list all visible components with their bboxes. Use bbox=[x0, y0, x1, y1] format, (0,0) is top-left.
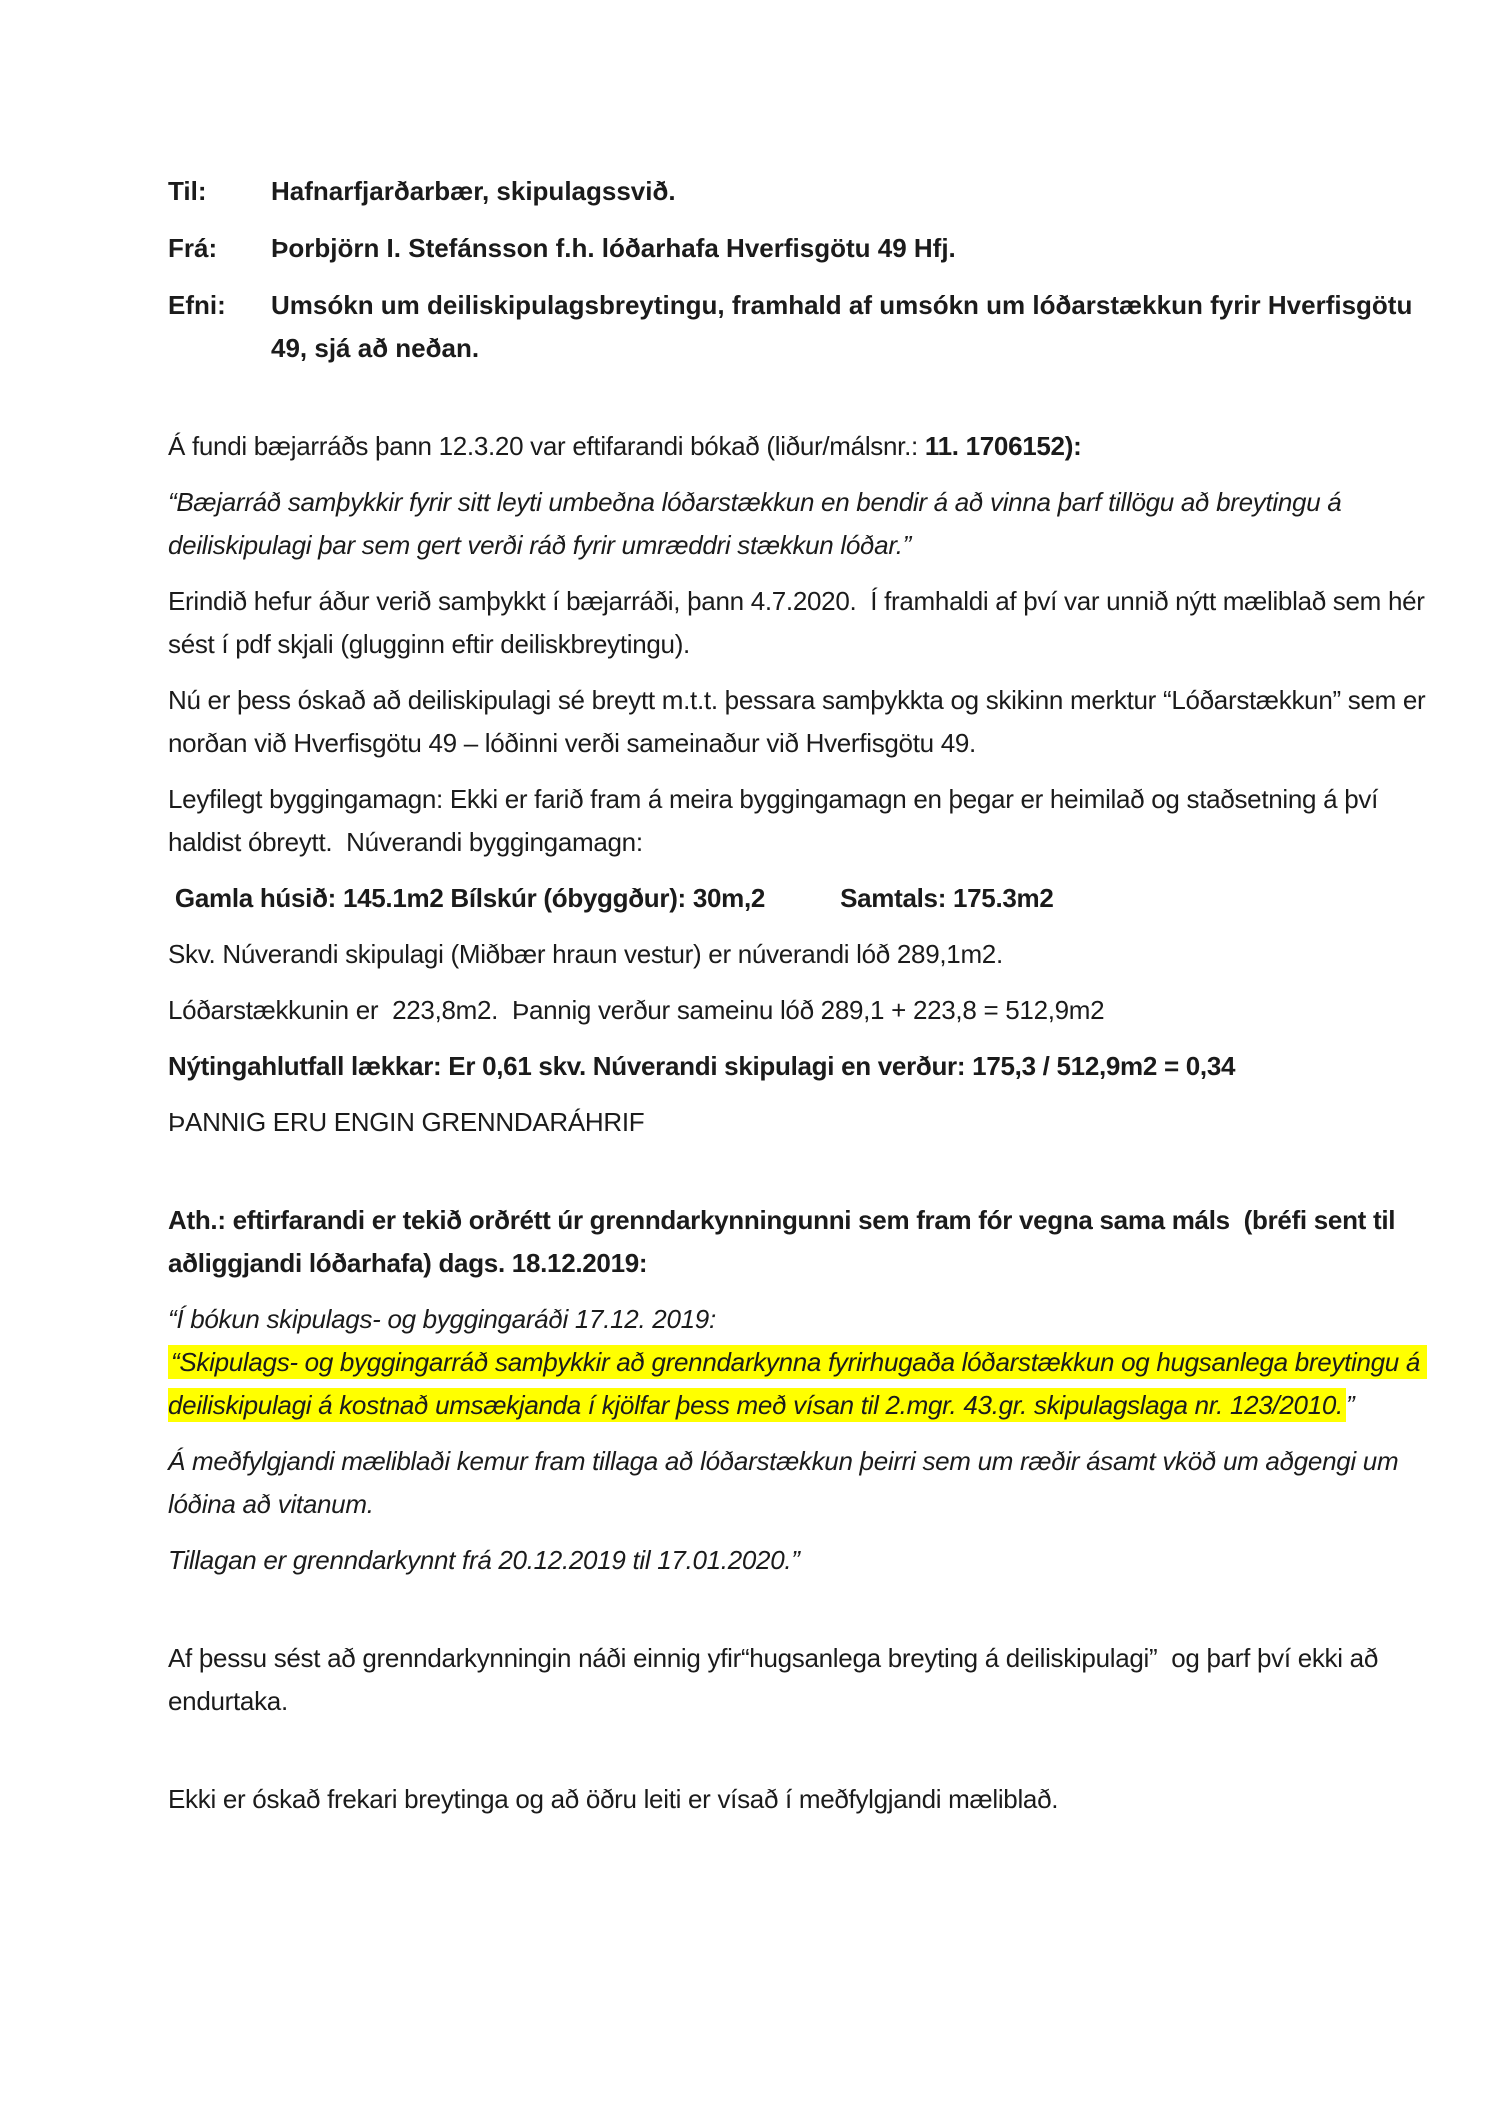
text-run: Leyfilegt byggingamagn: Ekki er farið fram á meira byggingamagn en þegar er heimilað og staðsetning á því haldist óbreytt. Núverandi byggingamagn: bbox=[168, 784, 1385, 857]
p-gamla-husid bbox=[168, 877, 1426, 920]
text-run: Nú er þess óskað að deiliskipulagi sé breytt m.t.t. þessara samþykkta og skikinn merktur “Lóðarstækkun” sem er norðan við Hverfisgötu 49 – lóðinni verði sameinaður við Hverfisgötu 49. bbox=[168, 685, 1433, 758]
memo-header-row-efni bbox=[168, 284, 1426, 370]
memo-header bbox=[168, 170, 1426, 370]
p-engin-grenndarahrif bbox=[168, 1101, 1426, 1144]
text-run: ” bbox=[1345, 1390, 1355, 1420]
memo-from-value: Þorbjörn I. Stefánsson f.h. lóðarhafa Hverfisgötu 49 Hfj. bbox=[271, 233, 956, 263]
p-nytingahlutfall bbox=[168, 1045, 1426, 1088]
memo-to-value: Hafnarfjarðarbær, skipulagssvið. bbox=[271, 176, 676, 206]
text-run: Á meðfylgjandi mæliblaði kemur fram tillaga að lóðarstækkun þeirri sem um ræðir ásamt vköð um aðgengi um lóðina að vitanum. bbox=[168, 1446, 1406, 1519]
text-run: Ath.: eftirfarandi er tekið orðrétt úr grenndarkynningunni sem fram fór vegna sama máls (bréfi sent til aðliggjandi lóðarhafa) dags. 18.12.2019: bbox=[168, 1205, 1403, 1278]
p-baejarrad-tilvitnun bbox=[168, 481, 1426, 567]
p-tillagan-grenndarkynnt bbox=[168, 1539, 1426, 1582]
text-run: Samtals: 175.3m2 bbox=[840, 883, 1054, 913]
memo-header-row-til bbox=[168, 170, 1426, 213]
p-leyfilegt-byggingamagn bbox=[168, 778, 1426, 864]
text-run: Tillagan er grenndarkynnt frá 20.12.2019 til 17.01.2020.” bbox=[168, 1545, 800, 1575]
p-erindid bbox=[168, 580, 1432, 666]
text-run: Gamla húsið: 145.1m2 Bílskúr (óbyggður): 30m,2 bbox=[168, 883, 766, 913]
text-run: ÞANNIG ERU ENGIN GRENNDARÁHRIF bbox=[168, 1107, 645, 1137]
p-bokun-med-ahersluljomun bbox=[168, 1298, 1426, 1427]
p-ath bbox=[168, 1199, 1426, 1285]
text-run: 11. 1706152): bbox=[924, 431, 1082, 461]
text-run: Erindið hefur áður verið samþykkt í bæjarráði, þann 4.7.2020. Í framhaldi af því var unnið nýtt mæliblað sem hér sést í pdf skjali (glugginn eftir deiliskbreytingu). bbox=[168, 586, 1432, 659]
memo-from-label: Frá: bbox=[168, 233, 218, 263]
p-ekki-er-oskad bbox=[168, 1778, 1426, 1821]
p-fundur-bokad bbox=[168, 425, 1426, 468]
p-nu-er-oskad bbox=[168, 679, 1433, 765]
document-body bbox=[168, 425, 1433, 1821]
text-run: Lóðarstækkunin er 223,8m2. Þannig verður sameinu lóð 289,1 + 223,8 = 512,9m2 bbox=[168, 995, 1105, 1025]
text-run: Á fundi bæjarráðs þann 12.3.20 var eftifarandi bókað (liður/málsnr.: bbox=[168, 431, 925, 461]
tab-spacer bbox=[765, 906, 840, 907]
memo-to-label: Til: bbox=[168, 176, 207, 206]
memo-subject-label: Efni: bbox=[168, 290, 226, 320]
p-medfylgjandi-maeliblad bbox=[168, 1440, 1426, 1526]
text-run: Nýtingahlutfall lækkar: Er 0,61 skv. Núverandi skipulagi en verður: 175,3 / 512,9m2 = 0,34 bbox=[168, 1051, 1236, 1081]
highlighted-text: “Skipulags- og byggingarráð samþykkir að grenndarkynna fyrirhugaða lóðarstækkun og hugsanlega breytingu á deiliskipulagi á kostnað umsækjanda í kjölfar þess með vísan til 2.mgr. 43.gr. skipulagslaga nr. 123/2010. bbox=[168, 1347, 1427, 1420]
text-run: “Í bókun skipulags- og byggingaráði 17.12. 2019: bbox=[168, 1304, 716, 1334]
p-af-thessu-sest bbox=[168, 1637, 1426, 1723]
p-skv-skipulagi bbox=[168, 933, 1426, 976]
memo-header-row-fra bbox=[168, 227, 1426, 270]
text-run: Skv. Núverandi skipulagi (Miðbær hraun vestur) er núverandi lóð 289,1m2. bbox=[168, 939, 1003, 969]
p-lodarstaekkunin bbox=[168, 989, 1426, 1032]
text-run: Af þessu sést að grenndarkynningin náði einnig yfir“hugsanlega breyting á deiliskipulagi” og þarf því ekki að endurtaka. bbox=[168, 1643, 1385, 1716]
text-run: Ekki er óskað frekari breytinga og að öðru leiti er vísað í meðfylgjandi mæliblað. bbox=[168, 1784, 1059, 1814]
text-run: “Bæjarráð samþykkir fyrir sitt leyti umbeðna lóðarstækkun en bendir á að vinna þarf tillögu að breytingu á deiliskipulagi þar sem gert verði ráð fyrir umræddri stækkun lóðar.” bbox=[168, 487, 1349, 560]
memo-subject-value: Umsókn um deiliskipulagsbreytingu, framhald af umsókn um lóðarstækkun fyrir Hverfisgötu 49, sjá að neðan. bbox=[271, 290, 1420, 363]
